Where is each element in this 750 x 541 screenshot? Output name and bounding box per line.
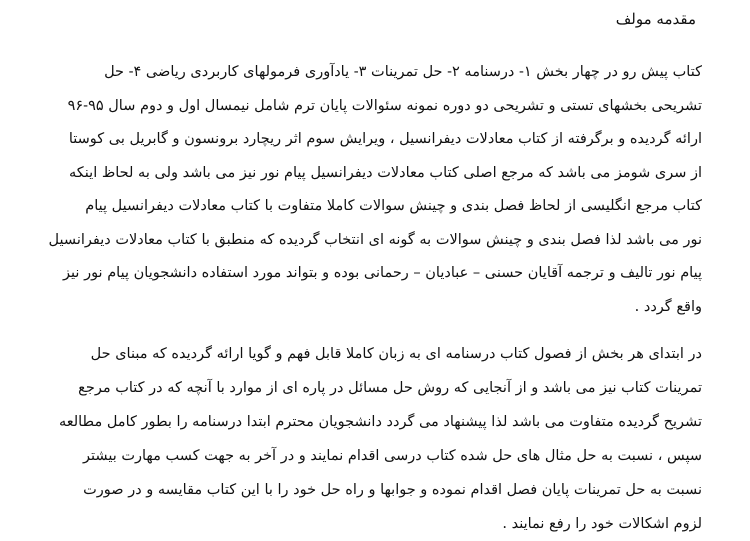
paragraph-line: واقع گردد . xyxy=(634,298,702,315)
paragraph-line: در ابتدای هر بخش از فصول کتاب درسنامه ای به زبان کاملا قابل فهم و گویا ارائه گردیده که مبنای حل xyxy=(90,346,702,362)
paragraph-line: کتاب پیش رو در چهار بخش ۱- درسنامه ۲- حل تمرینات ۳- یادآوری فرمولهای کاربردی ریاضی ۴- حل xyxy=(104,64,702,80)
intro-paragraph-1 xyxy=(48,56,702,324)
paragraph-line: لزوم اشکالات خود را رفع نمایند . xyxy=(502,516,702,532)
paragraph-line: تمرینات کتاب نیز می باشد و از آنجایی که روش حل مسائل در پاره ای از موارد با آنچه که در کتاب مرجع xyxy=(78,380,702,396)
intro-paragraph-2 xyxy=(48,337,702,541)
paragraph-line: سپس ، نسبت به حل مثال های حل شده کتاب درسی اقدام نمایند و در آخر به جهت کسب مهارت بیشتر xyxy=(83,448,702,464)
paragraph-line: تشریحی بخشهای تستی و تشریحی دو دوره نمونه سئوالات پایان ترم شامل نیمسال اول و دوم سال ۹۵-۹۶ xyxy=(67,97,702,114)
paragraph-line: از سری شومز می باشد که مرجع اصلی کتاب معادلات دیفرانسیل پیام نور نیز می باشد ولی به لحاظ اینکه xyxy=(69,164,702,181)
paragraph-line: پیام نور تالیف و ترجمه آقایان حسنی – عبادیان – رحمانی بوده و بتواند مورد استفاده دانشجویان پیام نور نیز xyxy=(63,265,702,281)
paragraph-line: نور می باشد لذا فصل بندی و چینش سوالات به گونه ای انتخاب گردیده که منطبق با کتاب معادلات دیفرانسیل xyxy=(48,231,702,248)
paragraph-line: ارائه گردیده و برگرفته از کتاب معادلات دیفرانسیل ، ویرایش سوم اثر ریچارد برونسون و گابریل بی کوستا xyxy=(68,131,702,147)
paragraph-line: تشریح گردیده متفاوت می باشد لذا پیشنهاد می گردد دانشجویان محترم ابتدا درسنامه را بطور کامل مطالعه xyxy=(58,414,702,430)
page-title: مقدمه مولف xyxy=(615,10,696,28)
paragraph-line: نسبت به حل تمرینات پایان فصل اقدام نموده و جوابها و راه حل خود را با این کتاب مقایسه و در صورت xyxy=(83,482,702,498)
paragraph-line: کتاب مرجع انگلیسی از لحاظ فصل بندی و چینش سوالات کاملا متفاوت با کتاب معادلات دیفرانسیل پیام xyxy=(85,198,702,214)
